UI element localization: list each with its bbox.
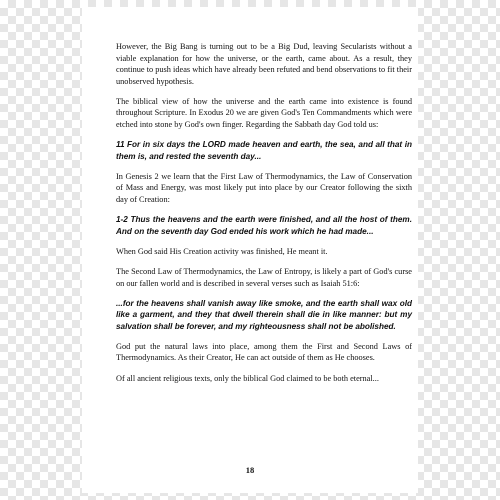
scripture-quote: 1-2 Thus the heavens and the earth were finished, and all the host of them. And on the seventh day God ended his work which he had made... bbox=[116, 215, 412, 236]
paragraph: God put the natural laws into place, among them the First and Second Laws of Thermodynamics. As their Creator, He can act outside of them as He chooses. bbox=[116, 341, 412, 363]
scripture-quote: 11 For in six days the LORD made heaven and earth, the sea, and all that in them is, and rested the seventh day... bbox=[116, 140, 412, 161]
page-number: 18 bbox=[245, 465, 255, 475]
paragraph: In Genesis 2 we learn that the First Law of Thermodynamics, the Law of Conservation of Mass and Energy, was most likely put into place by our Creator following the sixth day of Creation: bbox=[116, 171, 412, 205]
scripture-quote: ...for the heavens shall vanish away like smoke, and the earth shall wax old like a garment, and they that dwell therein shall die in like manner: but my salvation shall be forever, and my righteousness shall not be abolished. bbox=[116, 298, 412, 331]
page-body bbox=[116, 41, 412, 393]
paragraph: The Second Law of Thermodynamics, the Law of Entropy, is likely a part of God's curse on our fallen world and is described in several verses such as Isaiah 51:6: bbox=[116, 266, 412, 288]
paragraph: The biblical view of how the universe and the earth came into existence is found throughout Scripture. In Exodus 20 we are given God's Ten Commandments which were etched into stone by God's own finger. Regarding the Sabbath day God told us: bbox=[116, 96, 412, 130]
paragraph: Of all ancient religious texts, only the biblical God claimed to be both eternal... bbox=[116, 373, 379, 383]
paragraph: When God said His Creation activity was finished, He meant it. bbox=[116, 246, 328, 256]
paragraph: However, the Big Bang is turning out to be a Big Dud, leaving Secularists without a viable explanation for how the universe, or the earth, came about. As a result, they continue to push ideas which have already been refuted and bend observations to fit their unobserved hypothesis. bbox=[116, 42, 412, 86]
document-page bbox=[82, 7, 418, 493]
